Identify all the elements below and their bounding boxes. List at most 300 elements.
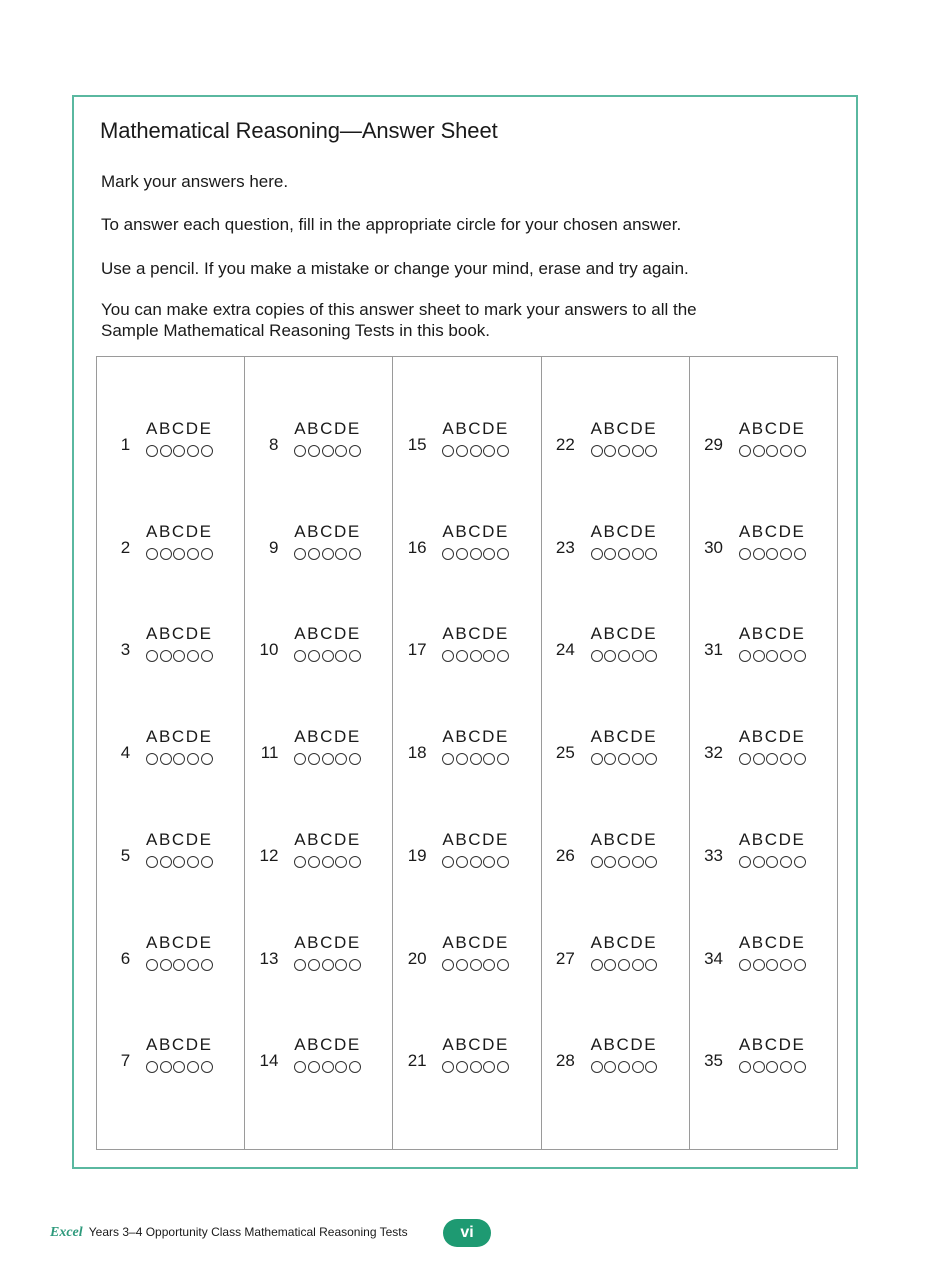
answer-bubble-d[interactable] xyxy=(483,959,495,971)
answer-bubble-a[interactable] xyxy=(146,445,158,457)
answer-bubbles xyxy=(442,753,509,765)
answer-bubble-a[interactable] xyxy=(739,753,751,765)
answer-bubble-e[interactable] xyxy=(497,856,509,868)
question-number: 8 xyxy=(268,435,279,454)
question-item xyxy=(690,419,837,479)
brand-logo-text: Excel xyxy=(50,1225,83,1240)
answer-bubble-c[interactable] xyxy=(173,959,185,971)
answer-bubble-c[interactable] xyxy=(322,445,334,457)
instruction-fill-circle: To answer each question, fill in the appropriate circle for your chosen answer. xyxy=(101,215,682,234)
answer-bubble-e[interactable] xyxy=(349,959,361,971)
answer-bubble-b[interactable] xyxy=(160,856,172,868)
answer-bubble-e[interactable] xyxy=(349,753,361,765)
answer-bubble-d[interactable] xyxy=(483,445,495,457)
answer-bubble-e[interactable] xyxy=(349,650,361,662)
answer-bubble-a[interactable] xyxy=(294,1061,306,1073)
answer-bubble-d[interactable] xyxy=(780,445,792,457)
answer-bubble-a[interactable] xyxy=(591,1061,603,1073)
question-number: 11 xyxy=(260,743,279,763)
answer-bubble-e[interactable] xyxy=(794,856,806,868)
answer-bubbles xyxy=(146,650,213,662)
instruction-extra-copies-line1: You can make extra copies of this answer sheet to mark your answers to all the xyxy=(101,300,697,319)
answer-bubbles xyxy=(146,445,213,457)
answer-bubble-a[interactable] xyxy=(739,856,751,868)
answer-column xyxy=(393,357,541,1149)
option-letters: ABCDE xyxy=(442,829,509,849)
answer-bubble-a[interactable] xyxy=(739,959,751,971)
answer-bubble-e[interactable] xyxy=(201,959,213,971)
answer-bubble-e[interactable] xyxy=(201,650,213,662)
option-letters: ABCDE xyxy=(590,727,658,747)
answer-grid xyxy=(96,356,838,1150)
answer-column xyxy=(97,357,245,1149)
question-number: 9 xyxy=(268,537,279,557)
answer-bubble-a[interactable] xyxy=(442,548,454,560)
answer-bubble-b[interactable] xyxy=(308,856,320,868)
answer-bubble-e[interactable] xyxy=(794,1061,806,1073)
option-letters: ABCDE xyxy=(146,829,213,849)
answer-bubble-a[interactable] xyxy=(442,445,454,457)
answer-bubble-e[interactable] xyxy=(349,1061,361,1073)
answer-bubble-a[interactable] xyxy=(294,650,306,662)
answer-bubbles xyxy=(739,753,806,765)
question-number: 7 xyxy=(120,1051,131,1071)
option-letters: ABCDE xyxy=(294,932,361,952)
answer-bubbles xyxy=(146,548,213,560)
answer-bubble-e[interactable] xyxy=(794,959,806,971)
answer-bubble-a[interactable] xyxy=(146,753,158,765)
answer-bubble-b[interactable] xyxy=(604,959,616,971)
answer-bubble-e[interactable] xyxy=(497,753,509,765)
answer-bubble-b[interactable] xyxy=(160,1061,172,1073)
answer-bubble-c[interactable] xyxy=(173,753,185,765)
answer-bubble-d[interactable] xyxy=(632,650,644,662)
answer-bubbles xyxy=(146,1061,213,1073)
answer-bubble-b[interactable] xyxy=(456,856,468,868)
question-item xyxy=(393,419,540,479)
answer-bubble-a[interactable] xyxy=(146,1061,158,1073)
answer-bubble-e[interactable] xyxy=(497,959,509,971)
answer-bubble-d[interactable] xyxy=(187,959,199,971)
answer-bubble-a[interactable] xyxy=(294,753,306,765)
question-number: 1 xyxy=(120,435,131,454)
answer-bubble-a[interactable] xyxy=(442,959,454,971)
answer-bubble-d[interactable] xyxy=(483,650,495,662)
question-number: 33 xyxy=(704,845,724,865)
instruction-extra-copies-line2: Sample Mathematical Reasoning Tests in this book. xyxy=(101,321,490,340)
answer-bubble-d[interactable] xyxy=(632,1061,644,1073)
question-item xyxy=(542,933,689,993)
option-letters: ABCDE xyxy=(590,521,658,541)
question-item xyxy=(97,522,244,582)
answer-bubble-b[interactable] xyxy=(604,548,616,560)
option-letters: ABCDE xyxy=(294,727,361,747)
answer-bubble-c[interactable] xyxy=(470,445,482,457)
question-number: 29 xyxy=(704,435,724,454)
answer-bubble-d[interactable] xyxy=(335,650,347,662)
answer-bubble-d[interactable] xyxy=(780,650,792,662)
answer-bubbles xyxy=(442,548,509,560)
answer-bubble-b[interactable] xyxy=(456,959,468,971)
answer-bubble-d[interactable] xyxy=(632,753,644,765)
answer-bubble-c[interactable] xyxy=(470,959,482,971)
option-letters: ABCDE xyxy=(442,624,509,644)
answer-bubbles xyxy=(294,650,361,662)
answer-bubbles xyxy=(591,445,658,457)
answer-bubble-c[interactable] xyxy=(766,856,778,868)
answer-bubble-b[interactable] xyxy=(604,650,616,662)
answer-bubble-d[interactable] xyxy=(632,548,644,560)
question-number: 16 xyxy=(407,537,427,557)
answer-bubble-b[interactable] xyxy=(160,959,172,971)
answer-bubble-c[interactable] xyxy=(322,650,334,662)
answer-bubble-c[interactable] xyxy=(766,650,778,662)
answer-bubble-e[interactable] xyxy=(497,650,509,662)
question-item xyxy=(245,419,392,479)
answer-bubble-b[interactable] xyxy=(753,959,765,971)
answer-bubbles xyxy=(739,856,806,868)
question-number: 34 xyxy=(704,948,724,968)
question-number: 30 xyxy=(704,537,724,557)
question-item xyxy=(97,1035,244,1095)
answer-bubbles xyxy=(591,1061,658,1073)
answer-bubble-b[interactable] xyxy=(753,445,765,457)
answer-bubble-a[interactable] xyxy=(146,959,158,971)
question-number: 10 xyxy=(259,640,279,660)
question-item xyxy=(542,727,689,787)
answer-bubble-c[interactable] xyxy=(322,856,334,868)
question-item xyxy=(97,419,244,479)
answer-bubbles xyxy=(591,753,658,765)
answer-bubble-b[interactable] xyxy=(753,753,765,765)
answer-bubble-d[interactable] xyxy=(632,959,644,971)
answer-bubble-e[interactable] xyxy=(794,445,806,457)
option-letters: ABCDE xyxy=(738,932,806,952)
answer-bubble-d[interactable] xyxy=(335,753,347,765)
answer-bubble-e[interactable] xyxy=(497,445,509,457)
question-number: 15 xyxy=(407,435,427,454)
answer-bubble-d[interactable] xyxy=(483,1061,495,1073)
answer-bubble-d[interactable] xyxy=(335,1061,347,1073)
answer-bubble-a[interactable] xyxy=(591,445,603,457)
answer-bubble-e[interactable] xyxy=(794,650,806,662)
question-item xyxy=(542,830,689,890)
answer-bubble-a[interactable] xyxy=(442,1061,454,1073)
option-letters: ABCDE xyxy=(294,829,361,849)
option-letters: ABCDE xyxy=(738,727,806,747)
answer-bubble-c[interactable] xyxy=(322,753,334,765)
answer-bubble-e[interactable] xyxy=(349,548,361,560)
answer-bubbles xyxy=(294,445,361,457)
answer-bubble-c[interactable] xyxy=(173,548,185,560)
answer-bubble-a[interactable] xyxy=(294,548,306,560)
answer-bubble-a[interactable] xyxy=(294,445,306,457)
answer-bubbles xyxy=(294,959,361,971)
answer-bubble-d[interactable] xyxy=(780,753,792,765)
question-number: 28 xyxy=(555,1051,575,1071)
answer-bubble-e[interactable] xyxy=(794,753,806,765)
answer-bubble-a[interactable] xyxy=(739,445,751,457)
option-letters: ABCDE xyxy=(146,521,213,541)
answer-bubbles xyxy=(442,650,509,662)
answer-bubble-e[interactable] xyxy=(645,1061,657,1073)
answer-bubbles xyxy=(442,959,509,971)
page-number: vi xyxy=(443,1219,491,1247)
answer-bubbles xyxy=(739,650,806,662)
option-letters: ABCDE xyxy=(442,521,509,541)
answer-bubble-e[interactable] xyxy=(201,856,213,868)
question-number: 3 xyxy=(120,640,131,660)
answer-bubble-a[interactable] xyxy=(591,959,603,971)
answer-bubbles xyxy=(739,548,806,560)
answer-bubble-c[interactable] xyxy=(766,1061,778,1073)
answer-bubble-c[interactable] xyxy=(618,1061,630,1073)
question-item xyxy=(542,1035,689,1095)
answer-bubble-d[interactable] xyxy=(780,1061,792,1073)
question-number: 35 xyxy=(704,1051,724,1071)
answer-bubble-d[interactable] xyxy=(187,548,199,560)
answer-bubble-d[interactable] xyxy=(483,753,495,765)
answer-bubble-a[interactable] xyxy=(591,548,603,560)
question-number: 32 xyxy=(704,743,724,763)
question-item xyxy=(393,830,540,890)
answer-bubble-d[interactable] xyxy=(187,650,199,662)
answer-column xyxy=(245,357,393,1149)
answer-bubble-e[interactable] xyxy=(497,548,509,560)
answer-bubble-b[interactable] xyxy=(160,650,172,662)
question-item xyxy=(542,624,689,684)
answer-bubbles xyxy=(294,548,361,560)
question-number: 20 xyxy=(407,948,427,968)
answer-bubble-a[interactable] xyxy=(294,959,306,971)
answer-bubble-b[interactable] xyxy=(456,1061,468,1073)
option-letters: ABCDE xyxy=(738,624,806,644)
question-item xyxy=(245,727,392,787)
answer-bubble-b[interactable] xyxy=(160,753,172,765)
question-item xyxy=(245,933,392,993)
answer-bubble-a[interactable] xyxy=(294,856,306,868)
answer-bubble-c[interactable] xyxy=(173,445,185,457)
question-item xyxy=(97,624,244,684)
question-number: 21 xyxy=(407,1051,427,1071)
answer-bubble-c[interactable] xyxy=(173,650,185,662)
answer-bubble-d[interactable] xyxy=(187,1061,199,1073)
question-item xyxy=(690,624,837,684)
answer-bubble-c[interactable] xyxy=(766,959,778,971)
answer-bubble-c[interactable] xyxy=(618,445,630,457)
question-number: 4 xyxy=(120,743,131,763)
answer-bubble-c[interactable] xyxy=(173,1061,185,1073)
answer-bubble-b[interactable] xyxy=(160,548,172,560)
instruction-mark-answers: Mark your answers here. xyxy=(101,172,289,191)
answer-bubble-c[interactable] xyxy=(322,959,334,971)
answer-bubble-c[interactable] xyxy=(618,753,630,765)
option-letters: ABCDE xyxy=(590,1035,658,1055)
option-letters: ABCDE xyxy=(294,521,361,541)
answer-bubble-d[interactable] xyxy=(632,445,644,457)
answer-bubble-b[interactable] xyxy=(308,650,320,662)
answer-column xyxy=(542,357,690,1149)
answer-bubble-b[interactable] xyxy=(604,445,616,457)
answer-bubble-b[interactable] xyxy=(308,1061,320,1073)
answer-bubbles xyxy=(442,445,509,457)
answer-bubble-e[interactable] xyxy=(201,1061,213,1073)
question-item xyxy=(245,624,392,684)
option-letters: ABCDE xyxy=(146,624,213,644)
answer-bubble-b[interactable] xyxy=(308,753,320,765)
question-item xyxy=(97,933,244,993)
answer-bubbles xyxy=(294,1061,361,1073)
answer-column xyxy=(690,357,837,1149)
answer-bubble-e[interactable] xyxy=(201,753,213,765)
answer-bubble-e[interactable] xyxy=(645,856,657,868)
answer-bubble-b[interactable] xyxy=(308,959,320,971)
answer-bubbles xyxy=(591,959,658,971)
answer-bubbles xyxy=(442,856,509,868)
answer-bubble-b[interactable] xyxy=(753,1061,765,1073)
answer-bubble-b[interactable] xyxy=(604,1061,616,1073)
answer-bubbles xyxy=(739,1061,806,1073)
answer-bubble-e[interactable] xyxy=(349,856,361,868)
answer-bubble-a[interactable] xyxy=(442,753,454,765)
footer-credit xyxy=(50,1225,408,1241)
answer-bubble-a[interactable] xyxy=(146,856,158,868)
answer-bubble-b[interactable] xyxy=(604,856,616,868)
option-letters: ABCDE xyxy=(146,932,213,952)
answer-bubble-e[interactable] xyxy=(497,1061,509,1073)
answer-bubble-c[interactable] xyxy=(173,856,185,868)
question-number: 5 xyxy=(120,845,131,865)
option-letters: ABCDE xyxy=(146,727,213,747)
answer-bubble-d[interactable] xyxy=(335,548,347,560)
question-number: 22 xyxy=(555,435,575,454)
answer-bubble-c[interactable] xyxy=(618,650,630,662)
answer-bubble-a[interactable] xyxy=(739,650,751,662)
question-item xyxy=(245,1035,392,1095)
question-number: 31 xyxy=(704,640,724,660)
answer-bubble-d[interactable] xyxy=(187,856,199,868)
page-title: Mathematical Reasoning—Answer Sheet xyxy=(100,118,498,143)
answer-bubble-b[interactable] xyxy=(456,445,468,457)
question-number: 14 xyxy=(259,1051,279,1071)
answer-bubble-b[interactable] xyxy=(753,650,765,662)
answer-bubble-b[interactable] xyxy=(753,856,765,868)
question-item xyxy=(393,522,540,582)
option-letters: ABCDE xyxy=(442,419,509,438)
answer-bubble-a[interactable] xyxy=(739,1061,751,1073)
answer-bubble-d[interactable] xyxy=(187,445,199,457)
answer-bubble-a[interactable] xyxy=(739,548,751,560)
answer-bubbles xyxy=(591,650,658,662)
answer-bubbles xyxy=(739,959,806,971)
answer-bubble-a[interactable] xyxy=(591,753,603,765)
answer-bubble-d[interactable] xyxy=(335,959,347,971)
answer-bubble-d[interactable] xyxy=(780,548,792,560)
answer-bubble-e[interactable] xyxy=(645,548,657,560)
answer-bubble-a[interactable] xyxy=(146,650,158,662)
answer-bubble-e[interactable] xyxy=(794,548,806,560)
question-number: 13 xyxy=(259,948,279,968)
question-number: 26 xyxy=(555,845,575,865)
answer-bubble-b[interactable] xyxy=(753,548,765,560)
answer-bubble-d[interactable] xyxy=(483,856,495,868)
answer-bubble-a[interactable] xyxy=(591,856,603,868)
answer-bubble-d[interactable] xyxy=(335,856,347,868)
answer-bubble-b[interactable] xyxy=(308,445,320,457)
question-item xyxy=(393,727,540,787)
answer-bubble-b[interactable] xyxy=(456,753,468,765)
option-letters: ABCDE xyxy=(442,932,509,952)
answer-bubble-c[interactable] xyxy=(766,753,778,765)
answer-bubble-e[interactable] xyxy=(645,445,657,457)
question-number: 17 xyxy=(407,640,427,660)
answer-bubbles xyxy=(294,856,361,868)
answer-bubbles xyxy=(591,548,658,560)
answer-bubble-c[interactable] xyxy=(470,650,482,662)
question-item xyxy=(393,1035,540,1095)
question-item xyxy=(690,727,837,787)
answer-bubble-b[interactable] xyxy=(456,650,468,662)
answer-bubble-c[interactable] xyxy=(618,856,630,868)
answer-bubbles xyxy=(146,856,213,868)
option-letters: ABCDE xyxy=(294,624,361,644)
answer-bubble-c[interactable] xyxy=(470,1061,482,1073)
option-letters: ABCDE xyxy=(442,1035,509,1055)
answer-bubble-a[interactable] xyxy=(591,650,603,662)
question-item xyxy=(690,830,837,890)
answer-bubble-c[interactable] xyxy=(322,1061,334,1073)
answer-bubble-a[interactable] xyxy=(442,856,454,868)
answer-bubble-c[interactable] xyxy=(470,548,482,560)
question-item xyxy=(542,419,689,479)
answer-bubble-c[interactable] xyxy=(470,856,482,868)
question-item xyxy=(97,830,244,890)
answer-bubbles xyxy=(294,753,361,765)
answer-bubble-e[interactable] xyxy=(645,959,657,971)
answer-bubble-e[interactable] xyxy=(201,548,213,560)
answer-bubble-c[interactable] xyxy=(322,548,334,560)
answer-bubble-e[interactable] xyxy=(201,445,213,457)
answer-bubble-e[interactable] xyxy=(645,650,657,662)
answer-bubble-c[interactable] xyxy=(470,753,482,765)
answer-bubble-b[interactable] xyxy=(160,445,172,457)
answer-bubbles xyxy=(442,1061,509,1073)
answer-bubble-d[interactable] xyxy=(780,959,792,971)
answer-bubble-d[interactable] xyxy=(780,856,792,868)
answer-bubble-a[interactable] xyxy=(146,548,158,560)
question-item xyxy=(245,830,392,890)
footer-book-title: Years 3–4 Opportunity Class Mathematical Reasoning Tests xyxy=(88,1225,408,1239)
answer-bubble-d[interactable] xyxy=(632,856,644,868)
question-number: 25 xyxy=(555,743,575,763)
answer-bubble-a[interactable] xyxy=(442,650,454,662)
answer-bubble-c[interactable] xyxy=(618,959,630,971)
answer-bubble-c[interactable] xyxy=(618,548,630,560)
question-item xyxy=(690,522,837,582)
answer-bubble-b[interactable] xyxy=(456,548,468,560)
answer-bubble-c[interactable] xyxy=(766,548,778,560)
option-letters: ABCDE xyxy=(590,932,658,952)
answer-bubble-e[interactable] xyxy=(645,753,657,765)
answer-bubble-d[interactable] xyxy=(187,753,199,765)
answer-bubble-b[interactable] xyxy=(308,548,320,560)
answer-bubble-c[interactable] xyxy=(766,445,778,457)
answer-bubble-e[interactable] xyxy=(349,445,361,457)
answer-bubble-d[interactable] xyxy=(335,445,347,457)
answer-bubble-b[interactable] xyxy=(604,753,616,765)
question-item xyxy=(690,1035,837,1095)
answer-bubble-d[interactable] xyxy=(483,548,495,560)
